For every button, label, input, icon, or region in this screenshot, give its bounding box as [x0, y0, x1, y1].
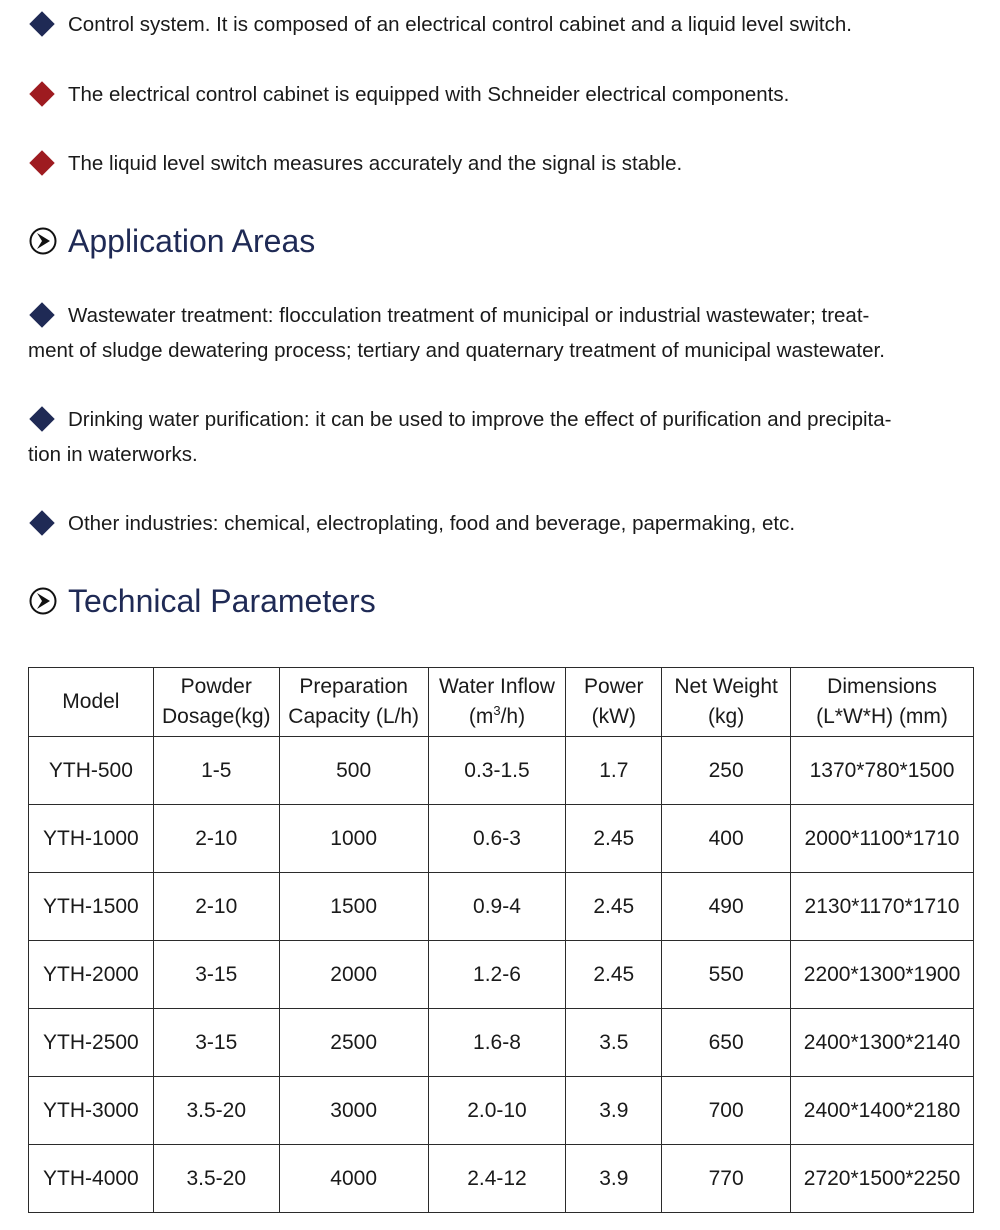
cell-model: YTH-1000: [29, 805, 154, 873]
cell-dimensions: 1370*780*1500: [791, 737, 974, 805]
cell-net-weight: 700: [662, 1077, 791, 1145]
cell-water-inflow: 1.2-6: [428, 941, 566, 1009]
cell-net-weight: 770: [662, 1145, 791, 1213]
cell-net-weight: 550: [662, 941, 791, 1009]
cell-powder-dosage: 3-15: [153, 941, 279, 1009]
diamond-bullet-icon: [29, 510, 54, 535]
section-title: Application Areas: [68, 222, 316, 259]
cell-water-inflow: 0.3-1.5: [428, 737, 566, 805]
cell-water-inflow: 0.6-3: [428, 805, 566, 873]
cell-net-weight: 490: [662, 873, 791, 941]
cell-dimensions: 2130*1170*1710: [791, 873, 974, 941]
cell-dimensions: 2000*1100*1710: [791, 805, 974, 873]
cell-net-weight: 250: [662, 737, 791, 805]
application-item: [28, 402, 978, 472]
cell-model: YTH-500: [29, 737, 154, 805]
item-text-cont: ment of sludge dewatering process; tertiary and quaternary treatment of municipal wastewater.: [28, 339, 885, 362]
header-dimensions: Dimensions (L*W*H) (mm): [791, 668, 974, 737]
cell-capacity: 2500: [279, 1009, 428, 1077]
application-item: [28, 298, 978, 368]
cell-model: YTH-1500: [29, 873, 154, 941]
item-text-cont: tion in waterworks.: [28, 443, 198, 466]
cell-capacity: 4000: [279, 1145, 428, 1213]
table-row: [29, 737, 974, 805]
section-heading-technical: [28, 579, 376, 623]
cell-water-inflow: 2.4-12: [428, 1145, 566, 1213]
cell-power: 3.9: [566, 1077, 662, 1145]
cell-model: YTH-4000: [29, 1145, 154, 1213]
header-net-weight: Net Weight (kg): [662, 668, 791, 737]
item-text: Drinking water purification: it can be used to improve the effect of purification and precipita-: [68, 408, 892, 431]
table-row: [29, 1009, 974, 1077]
item-text: Other industries: chemical, electroplating, food and beverage, papermaking, etc.: [68, 512, 796, 535]
cell-power: 1.7: [566, 737, 662, 805]
section-heading-application: [28, 219, 315, 263]
diamond-bullet-icon: [29, 150, 54, 175]
cell-powder-dosage: 3.5-20: [153, 1145, 279, 1213]
control-bullet: [28, 77, 978, 112]
cell-power: 2.45: [566, 941, 662, 1009]
header-power: Power (kW): [566, 668, 662, 737]
cell-dimensions: 2720*1500*2250: [791, 1145, 974, 1213]
cell-powder-dosage: 2-10: [153, 805, 279, 873]
cell-water-inflow: 2.0-10: [428, 1077, 566, 1145]
cell-power: 3.9: [566, 1145, 662, 1213]
diamond-bullet-icon: [29, 406, 54, 431]
cell-dimensions: 2400*1300*2140: [791, 1009, 974, 1077]
cell-powder-dosage: 3.5-20: [153, 1077, 279, 1145]
cell-powder-dosage: 1-5: [153, 737, 279, 805]
table-row: [29, 941, 974, 1009]
item-text: Wastewater treatment: flocculation treatment of municipal or industrial wastewater; treat-: [68, 304, 870, 327]
cell-capacity: 2000: [279, 941, 428, 1009]
cell-capacity: 1000: [279, 805, 428, 873]
cell-model: YTH-2000: [29, 941, 154, 1009]
diamond-bullet-icon: [29, 302, 54, 327]
diamond-bullet-icon: [29, 81, 54, 106]
section-title: Technical Parameters: [68, 582, 376, 619]
cell-powder-dosage: 3-15: [153, 1009, 279, 1077]
cell-dimensions: 2400*1400*2180: [791, 1077, 974, 1145]
parameters-table: [28, 667, 974, 1213]
chevron-circle-icon: [28, 226, 58, 256]
cell-powder-dosage: 2-10: [153, 873, 279, 941]
cell-model: YTH-3000: [29, 1077, 154, 1145]
header-capacity: Preparation Capacity (L/h): [279, 668, 428, 737]
cell-power: 2.45: [566, 805, 662, 873]
table-header-row: [29, 668, 974, 737]
diamond-bullet-icon: [29, 11, 54, 36]
control-bullet: [28, 7, 978, 42]
cell-power: 3.5: [566, 1009, 662, 1077]
bullet-text: Control system. It is composed of an electrical control cabinet and a liquid level switch.: [68, 13, 852, 36]
control-bullet: [28, 146, 978, 181]
cell-capacity: 3000: [279, 1077, 428, 1145]
table-row: [29, 873, 974, 941]
header-powder-dosage: Powder Dosage(kg): [153, 668, 279, 737]
header-model: Model: [29, 668, 154, 737]
cell-net-weight: 400: [662, 805, 791, 873]
cell-net-weight: 650: [662, 1009, 791, 1077]
table-row: [29, 805, 974, 873]
table-row: [29, 1077, 974, 1145]
cell-model: YTH-2500: [29, 1009, 154, 1077]
cell-capacity: 1500: [279, 873, 428, 941]
header-water-inflow: Water Inflow $(m^3/h)$: [428, 668, 566, 737]
bullet-text: The liquid level switch measures accurately and the signal is stable.: [68, 152, 683, 175]
bullet-text: The electrical control cabinet is equipped with Schneider electrical components.: [68, 83, 790, 106]
chevron-circle-icon: [28, 586, 58, 616]
table-row: [29, 1145, 974, 1213]
cell-power: 2.45: [566, 873, 662, 941]
cell-capacity: 500: [279, 737, 428, 805]
cell-water-inflow: 1.6-8: [428, 1009, 566, 1077]
application-item: [28, 506, 978, 541]
cell-water-inflow: 0.9-4: [428, 873, 566, 941]
cell-dimensions: 2200*1300*1900: [791, 941, 974, 1009]
